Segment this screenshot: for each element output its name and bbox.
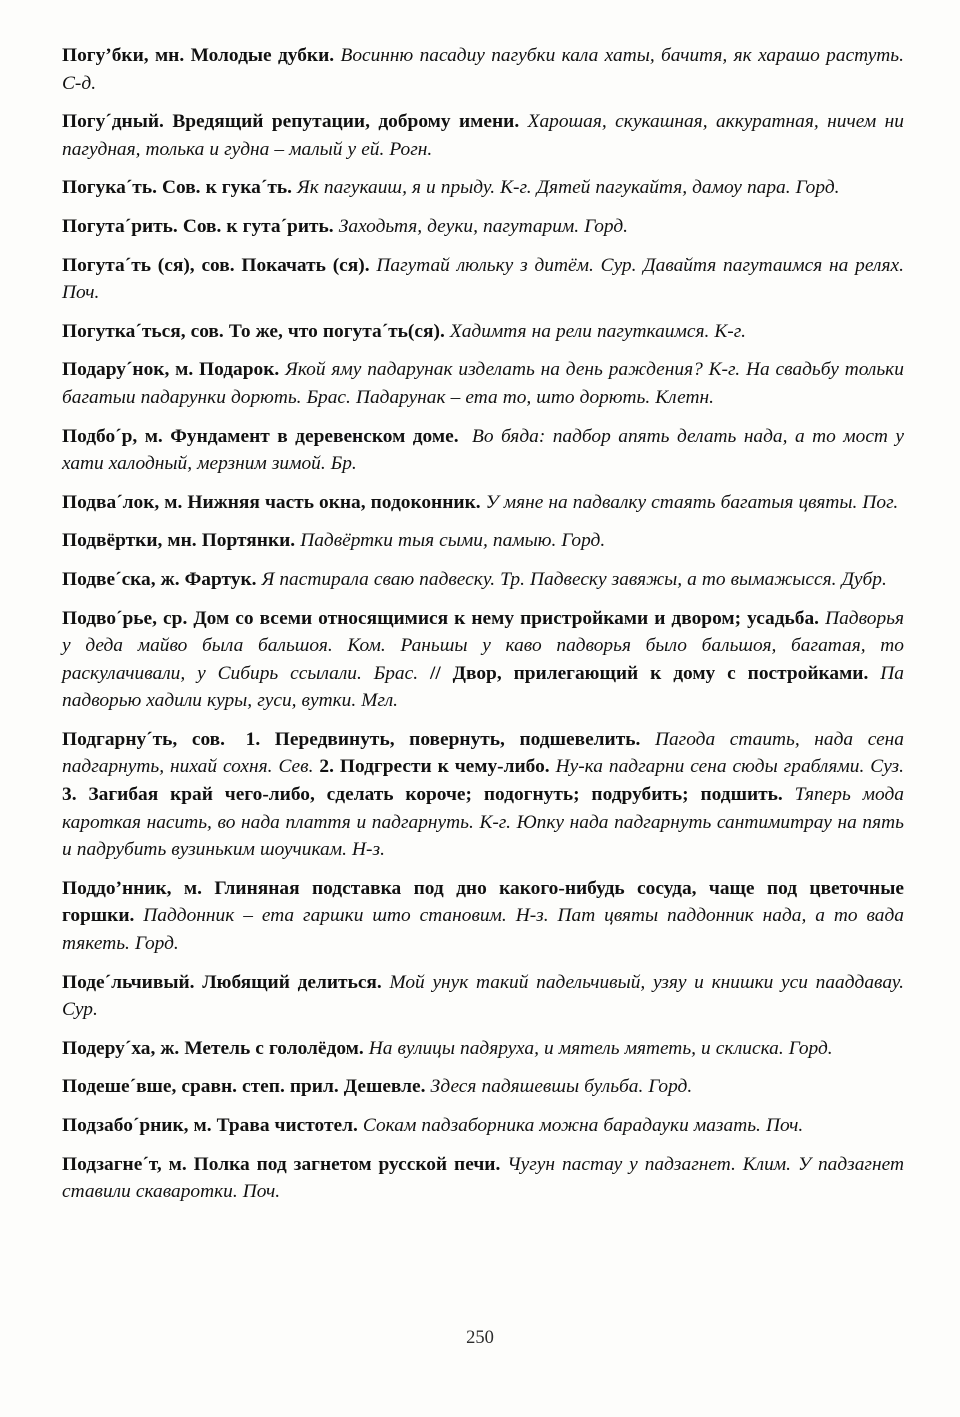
source-abbreviation: Сур. bbox=[600, 254, 637, 276]
source-abbreviation: К-г. bbox=[500, 177, 532, 199]
source-abbreviation: Ком. bbox=[347, 635, 386, 657]
usage-example: Падарунак – ета то, што дорють. bbox=[355, 386, 651, 408]
definition: Полка под загнетом русской печи. bbox=[193, 1153, 501, 1175]
dictionary-entry bbox=[62, 1112, 904, 1140]
headword: Подеру´ха, ж. bbox=[62, 1037, 180, 1059]
source-abbreviation: Клим. bbox=[742, 1153, 792, 1175]
headword: Подару´нок, м. bbox=[62, 359, 194, 381]
source-abbreviation: К-г. bbox=[714, 320, 746, 342]
sub-sense-marker: // bbox=[429, 662, 441, 684]
usage-example: Здеся падяшевшы бульба. bbox=[430, 1076, 644, 1098]
source-abbreviation: Клетн. bbox=[655, 386, 714, 408]
headword: Погута´рить. bbox=[62, 215, 178, 237]
dictionary-entry bbox=[62, 356, 904, 411]
usage-example: Харошая, скукашная, аккуратная, ничем ни пагудная, толька и гудна – малый у ей. bbox=[62, 111, 904, 160]
usage-example: Сокам падзаборника можна барадауки мазать. bbox=[362, 1115, 761, 1136]
source-abbreviation: Сев. bbox=[278, 756, 314, 778]
usage-example: На свадьбу тольки багатыи падарунки дорють. bbox=[62, 359, 904, 408]
usage-example: Восинню пасадиу пагубки кала хаты, бачитя, як харашо растуть. bbox=[340, 45, 904, 66]
dictionary-entry bbox=[62, 489, 904, 517]
dictionary-entry bbox=[62, 1073, 904, 1101]
dictionary-entry bbox=[62, 318, 904, 346]
usage-example: Чугун пастау у падзагнет. bbox=[507, 1153, 736, 1175]
source-abbreviation: Брас. bbox=[306, 386, 351, 408]
usage-example: Пат цвяты паддонник нада, а то вада тякеть. bbox=[62, 905, 904, 955]
definition: Молодые дубки. bbox=[190, 45, 335, 66]
definition: Нижняя часть окна, подоконник. bbox=[187, 491, 481, 513]
definition: Глиняная подставка под дно какого-нибудь сосуда, чаще под цветочные горшки. bbox=[62, 877, 904, 927]
source-abbreviation: С-д. bbox=[62, 72, 97, 94]
usage-example: Як пагукаиш, я и прыду. bbox=[297, 177, 496, 199]
dictionary-entry bbox=[62, 566, 904, 594]
headword: Подвёртки, мн. bbox=[62, 530, 197, 552]
source-abbreviation: Горд. bbox=[788, 1037, 833, 1059]
page-number: 250 bbox=[466, 1328, 494, 1348]
sense-number: 1. bbox=[245, 728, 261, 750]
usage-example: Падвеску завяжы, а то вымажысся. bbox=[530, 568, 837, 590]
headword: Погутка´ться, сов. bbox=[62, 320, 224, 342]
source-abbreviation: Сур. bbox=[62, 999, 98, 1021]
definition: Трава чистотел. bbox=[216, 1115, 358, 1136]
usage-example: Падворья у деда майво была бальшоя. bbox=[62, 607, 904, 657]
definition: Двор, прилегающий к дому с постройками. bbox=[452, 662, 869, 684]
headword: Подва´лок, м. bbox=[62, 491, 183, 513]
definition: Фартук. bbox=[184, 568, 257, 590]
dictionary-entry bbox=[62, 605, 904, 715]
usage-example: Якой яму падарунак изделать на день раждения? bbox=[285, 359, 703, 381]
usage-example: Пагутай люльку з дитём. bbox=[376, 254, 594, 276]
headword: Погука´ть. bbox=[62, 177, 157, 199]
dictionary-entry bbox=[62, 875, 904, 958]
sense-number: 2. bbox=[319, 756, 334, 778]
source-abbreviation: К-г. bbox=[479, 811, 511, 833]
definition: Передвинуть, повернуть, подшевелить. bbox=[274, 728, 641, 750]
source-abbreviation: Поч. bbox=[62, 282, 100, 304]
dictionary-entry bbox=[62, 252, 904, 307]
source-abbreviation: Поч. bbox=[765, 1115, 804, 1136]
source-abbreviation: Н-з. bbox=[515, 905, 549, 927]
headword: Поде´льчивый. bbox=[62, 971, 195, 993]
definition: Подгрести к чему-либо. bbox=[339, 756, 550, 778]
definition: Вредящий репутации, доброму имени. bbox=[172, 111, 520, 133]
source-abbreviation: Н-з. bbox=[352, 839, 385, 861]
source-abbreviation: Горд. bbox=[648, 1076, 693, 1098]
dictionary-entry bbox=[62, 527, 904, 555]
usage-example: Мой унук такий падельчивый, узяу и книшки уси пааддавау. bbox=[389, 971, 905, 993]
headword: Подзагне´т, м. bbox=[62, 1153, 187, 1175]
source-abbreviation: Дубр. bbox=[841, 568, 887, 590]
usage-example: На вулицы падяруха, и мятель мятеть, и склиска. bbox=[368, 1037, 784, 1059]
usage-example: Давайтя пагутаимся на релях. bbox=[643, 254, 904, 276]
source-abbreviation: Горд. bbox=[584, 215, 629, 237]
definition: Сов. к гута´рить. bbox=[182, 215, 334, 237]
dictionary-entry bbox=[62, 1035, 904, 1063]
definition: Метель с гололёдом. bbox=[184, 1037, 364, 1059]
usage-example: Дятей пагукайтя, дамоу пара. bbox=[536, 177, 791, 199]
headword: Подзабо´рник, м. bbox=[62, 1115, 212, 1136]
source-abbreviation: Тр. bbox=[500, 568, 525, 590]
usage-example: Я пастирала сваю падвеску. bbox=[261, 568, 496, 590]
source-abbreviation: Поч. bbox=[242, 1181, 281, 1203]
sense-number: 3. bbox=[62, 784, 77, 806]
definition: Загибая край чего-либо, сделать короче; подогнуть; подрубить; подшить. bbox=[88, 784, 783, 806]
source-abbreviation: Бр. bbox=[330, 453, 357, 475]
source-abbreviation: Горд. bbox=[795, 177, 840, 199]
source-abbreviation: Горд. bbox=[561, 530, 606, 552]
headword: Подгарну´ть, сов. bbox=[62, 728, 226, 750]
usage-example: Тяперь мода кароткая насить, во нада плаття и падгарнуть. bbox=[62, 784, 904, 833]
usage-example: Ну-ка падгарни сена сюды граблями. bbox=[555, 756, 865, 778]
definition: Любящий делиться. bbox=[202, 971, 382, 993]
definition: Дом со всеми относящимися к нему пристройками и двором; усадьба. bbox=[193, 607, 820, 629]
source-abbreviation: Рогн. bbox=[389, 138, 433, 160]
dictionary-entry-list bbox=[62, 42, 904, 1206]
dictionary-entry bbox=[62, 174, 904, 202]
usage-example: Юпку нада падгарнуть сантимитрау на пять и падрубить вузиньким шоучикам. bbox=[62, 811, 904, 861]
source-abbreviation: К-г. bbox=[708, 359, 741, 381]
headword: Погу’бки, мн. bbox=[62, 45, 185, 66]
dictionary-entry bbox=[62, 213, 904, 241]
definition: Портянки. bbox=[201, 530, 296, 552]
headword: Подбо´р, м. bbox=[62, 425, 163, 447]
usage-example: Хадимтя на рели пагуткаимся. bbox=[449, 320, 710, 342]
dictionary-entry bbox=[62, 1151, 904, 1206]
definition: То же, что погута´ть(ся). bbox=[228, 320, 445, 342]
usage-example: Пагода стаить, нада сена падгарнуть, нихай сохня. bbox=[62, 728, 904, 778]
source-abbreviation: Горд. bbox=[134, 933, 179, 955]
source-abbreviation: Брас. bbox=[373, 662, 419, 684]
usage-example: У мяне на падвалку стаять багатыя цвяты. bbox=[485, 491, 858, 513]
usage-example: У падзагнет ставили скаваротки. bbox=[62, 1153, 904, 1203]
usage-example: Паддонник – ета гаршки што становим. bbox=[143, 905, 507, 927]
dictionary-entry bbox=[62, 969, 904, 1024]
headword: Подеше´вше, сравн. степ. прил. bbox=[62, 1076, 339, 1098]
source-abbreviation: Мгл. bbox=[361, 690, 399, 712]
headword: Подво´рье, ср. bbox=[62, 607, 188, 629]
headword: Поддо’нник, м. bbox=[62, 877, 202, 899]
dictionary-entry bbox=[62, 42, 904, 97]
usage-example: Раньшы у каво падворья было бальшоя, багатая, то раскулачивали, у Сибирь ссылали. bbox=[62, 635, 904, 684]
headword: Погута´ть (ся), сов. bbox=[62, 254, 235, 276]
dictionary-entry bbox=[62, 726, 904, 864]
definition: Сов. к гука´ть. bbox=[162, 177, 292, 199]
usage-example: Падвёртки тыя сыми, памыю. bbox=[300, 530, 557, 552]
definition: Фундамент в деревенском доме. bbox=[170, 425, 459, 447]
definition: Покачать (ся). bbox=[241, 254, 370, 276]
headword: Подве´ска, ж. bbox=[62, 568, 180, 590]
source-abbreviation: Суз. bbox=[870, 756, 904, 778]
definition: Дешевле. bbox=[343, 1076, 426, 1098]
usage-example: Па падворью хадили куры, гуси, вутки. bbox=[62, 662, 904, 712]
dictionary-entry bbox=[62, 108, 904, 163]
usage-example: Заходьтя, деуки, пагутарим. bbox=[338, 215, 580, 237]
dictionary-entry bbox=[62, 423, 904, 478]
headword: Погу´дный. bbox=[62, 111, 164, 133]
definition: Подарок. bbox=[199, 359, 280, 381]
usage-example: Во бяда: падбор апять делать нада, а то мост у хати халодный, мерзним зимой. bbox=[62, 425, 904, 475]
source-abbreviation: Пог. bbox=[862, 491, 899, 513]
